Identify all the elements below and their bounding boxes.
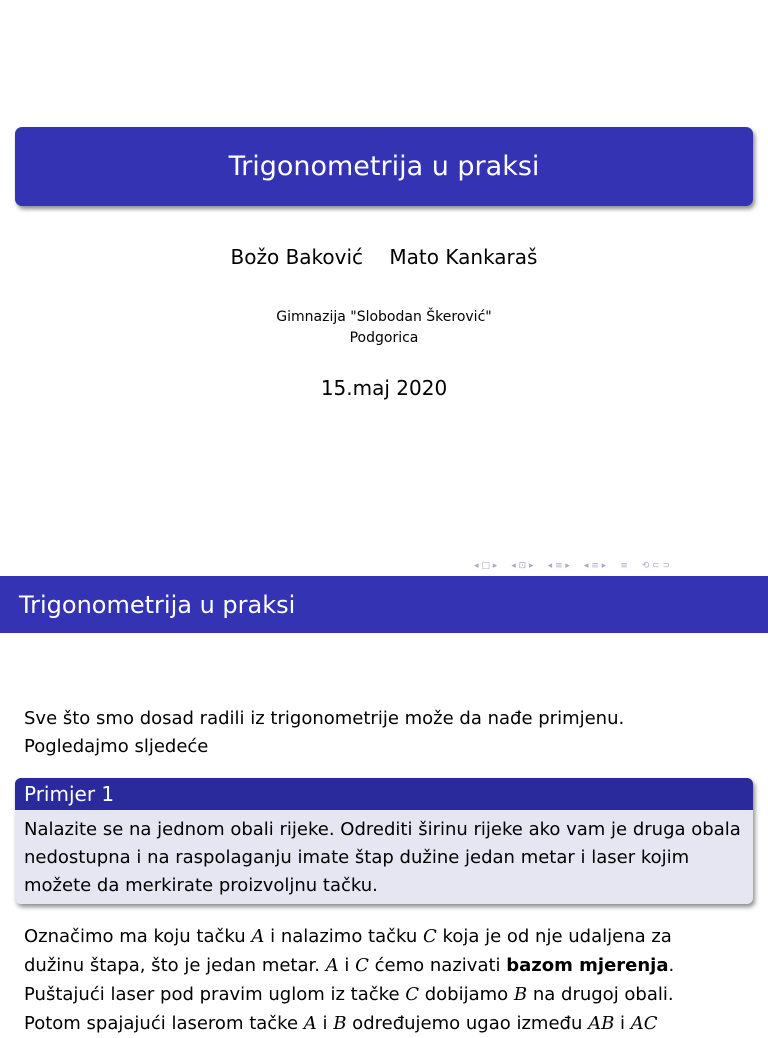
- content-slide: [0, 576, 768, 1034]
- intro-line-2: Pogledajmo sljedeće: [24, 736, 209, 757]
- text: i: [316, 1013, 334, 1034]
- example-title: Primjer 1: [15, 778, 753, 810]
- nav-toc-icon[interactable]: ≡: [620, 561, 628, 571]
- intro-text: [24, 705, 744, 761]
- author-2: Mato Kankaraš: [389, 245, 538, 269]
- bold-term: bazom mjerenja: [506, 955, 669, 976]
- math-c: C: [355, 955, 369, 976]
- paragraph-line-3: [24, 980, 744, 1009]
- beamer-nav-bar[interactable]: [474, 559, 670, 573]
- nav-frame-icon[interactable]: ◂ □ ▸: [474, 561, 498, 571]
- city: Podgorica: [349, 330, 419, 346]
- text: i: [338, 955, 356, 976]
- math-ab: AB: [588, 1013, 615, 1034]
- author-1: Božo Baković: [230, 245, 364, 269]
- nav-subsection-icon[interactable]: ◂ ⊡ ▸: [511, 561, 534, 571]
- text: Potom spajajući laserom tačke: [24, 1013, 304, 1034]
- presentation-title: Trigonometrija u praksi: [228, 151, 540, 182]
- example-body: Nalazite se na jednom obali rijeke. Odrediti širinu rijeke ako vam je druga obala nedostupna i na raspolaganju imate štap dužine jedan metar i laser kojim možete da merkirate proizvoljnu tačku.: [24, 819, 741, 896]
- text: Označimo ma koju tačku: [24, 926, 252, 947]
- text: određujemo ugao između: [346, 1013, 589, 1034]
- nav-section-icon[interactable]: ◂ ≡ ▸: [547, 561, 570, 571]
- nav-search-icon[interactable]: ⟲ ⊂ ⊃: [641, 561, 671, 571]
- text: .: [668, 955, 675, 976]
- title-banner: [15, 127, 753, 206]
- math-b: B: [333, 1013, 347, 1034]
- nav-slide-icon[interactable]: ◂ ≡ ▸: [583, 561, 607, 571]
- institution: Gimnazija "Slobodan Škerović": [276, 309, 492, 325]
- text: dužinu štapa, što je jedan metar.: [24, 955, 326, 976]
- presentation-date: 15.maj 2020: [320, 376, 448, 400]
- math-b: B: [513, 984, 528, 1005]
- authors: [0, 245, 768, 269]
- math-ac: AC: [630, 1013, 658, 1034]
- paragraph-line-2: [24, 951, 744, 980]
- math-c: C: [423, 926, 437, 947]
- paragraph-line-1: [24, 922, 744, 951]
- solution-paragraph: [24, 922, 744, 1038]
- text: na drugoj obali.: [527, 984, 674, 1005]
- math-a: A: [325, 955, 339, 976]
- math-c: C: [405, 984, 420, 1005]
- institution-block: [0, 307, 768, 349]
- example-block: [15, 778, 753, 904]
- text: dobijamo: [419, 984, 514, 1005]
- text: i: [614, 1013, 631, 1034]
- text: ćemo nazivati: [368, 955, 507, 976]
- text: i nalazimo tačku: [264, 926, 424, 947]
- math-a: A: [303, 1013, 317, 1034]
- math-a: A: [251, 926, 265, 947]
- text: Puštajući laser pod pravim uglom iz tačke: [24, 984, 406, 1005]
- frame-title-bar: [0, 576, 768, 633]
- frame-title: Trigonometrija u praksi: [19, 590, 296, 619]
- intro-line-1: Sve što smo dosad radili iz trigonometrije može da nađe primjenu.: [24, 708, 625, 729]
- text: koja je od nje udaljena za: [436, 926, 672, 947]
